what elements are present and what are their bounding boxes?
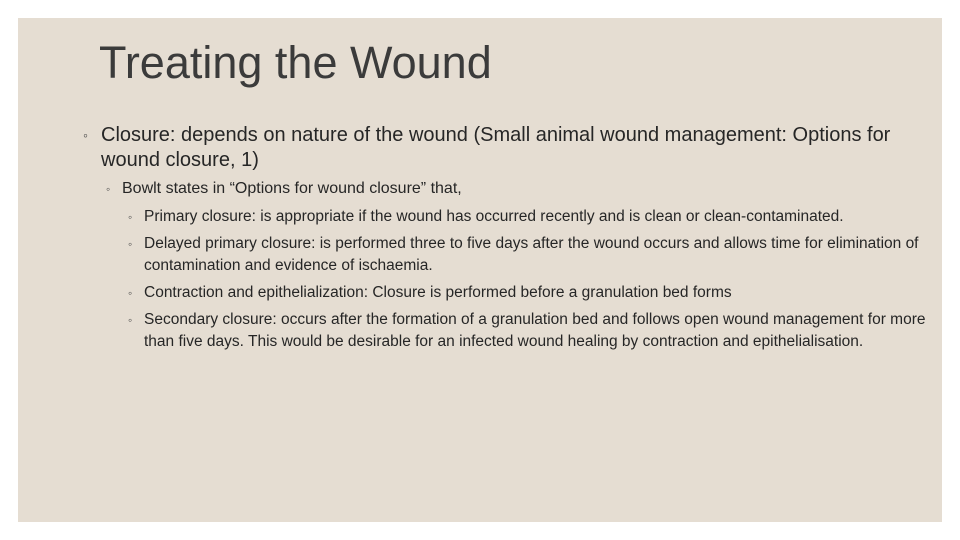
slide-title: Treating the Wound (99, 37, 492, 88)
bullet-level3-list (128, 206, 928, 353)
bullet-icon: ◦ (128, 210, 133, 224)
bullet-delayed-primary-closure (128, 233, 928, 277)
bullet-icon: ◦ (83, 127, 88, 143)
bullet-primary-closure (128, 206, 928, 228)
bullet-icon: ◦ (128, 237, 133, 251)
bullet-text: Primary closure: is appropriate if the wound has occurred recently and is clean or clean-contaminated. (144, 208, 844, 225)
slide (18, 18, 942, 522)
slide-body (83, 123, 928, 358)
bullet-icon: ◦ (106, 182, 111, 196)
bullet-text: Delayed primary closure: is performed three to five days after the wound occurs and allows time for elimination of contamination and evidence of ischaemia. (144, 235, 919, 274)
bullet-text: Closure: depends on nature of the wound (Small animal wound management: Options for wound closure, 1) (101, 124, 891, 171)
bullet-text: Secondary closure: occurs after the formation of a granulation bed and follows open wound management for more than five days. This would be desirable for an infected wound healing by contraction and epithelialisation. (144, 311, 926, 350)
bullet-icon: ◦ (128, 313, 133, 327)
bullet-level2-bowlt (106, 178, 928, 200)
bullet-secondary-closure (128, 309, 928, 353)
bullet-icon: ◦ (128, 286, 133, 300)
bullet-level1-closure (83, 123, 928, 173)
bullet-text: Bowlt states in “Options for wound closure” that, (122, 180, 462, 197)
bullet-text: Contraction and epithelialization: Closure is performed before a granulation bed forms (144, 284, 732, 301)
bullet-contraction-epithelialization (128, 282, 928, 304)
